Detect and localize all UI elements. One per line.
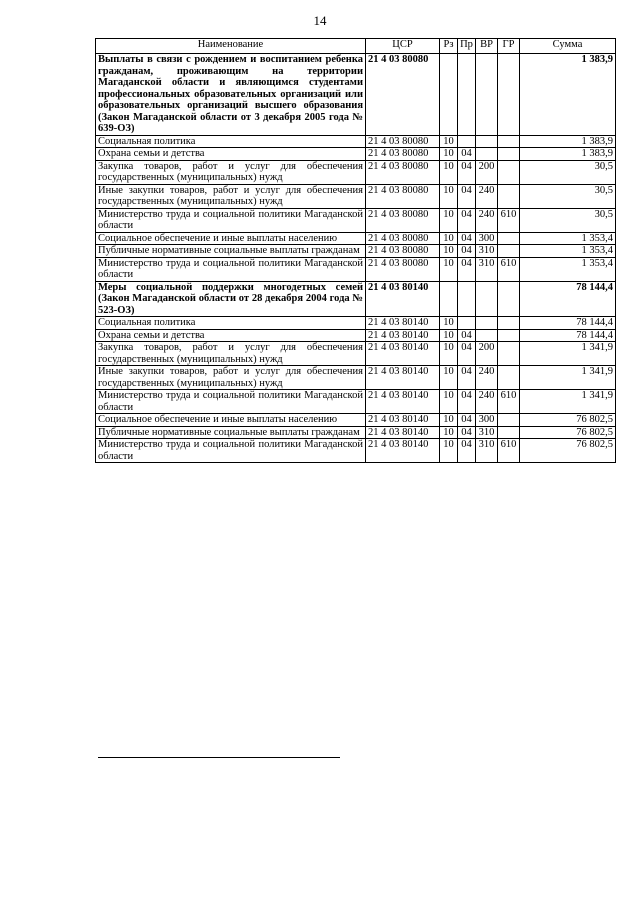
cell-rz [440, 281, 458, 317]
cell-gr [498, 160, 520, 184]
cell-gr: 610 [498, 439, 520, 463]
cell-vr: 300 [476, 232, 498, 245]
table-row [96, 426, 616, 439]
cell-vr [476, 135, 498, 148]
cell-csr: 21 4 03 80140 [366, 342, 440, 366]
cell-pr: 04 [458, 390, 476, 414]
table-row [96, 342, 616, 366]
table-body [96, 54, 616, 463]
cell-vr: 310 [476, 245, 498, 258]
cell-sum: 76 802,5 [520, 414, 616, 427]
cell-vr [476, 281, 498, 317]
cell-gr [498, 329, 520, 342]
cell-rz: 10 [440, 245, 458, 258]
cell-sum: 1 341,9 [520, 366, 616, 390]
header-sum: Сумма [520, 39, 616, 54]
cell-rz: 10 [440, 257, 458, 281]
cell-pr [458, 54, 476, 136]
footnote-separator [98, 757, 340, 758]
cell-rz: 10 [440, 366, 458, 390]
table-row [96, 329, 616, 342]
cell-name: Охрана семьи и детства [96, 329, 366, 342]
cell-vr: 240 [476, 366, 498, 390]
cell-vr: 240 [476, 208, 498, 232]
cell-gr [498, 366, 520, 390]
table-row [96, 160, 616, 184]
cell-pr: 04 [458, 366, 476, 390]
cell-name: Иные закупки товаров, работ и услуг для обеспечения государственных (муниципальных) нужд [96, 366, 366, 390]
cell-name: Министерство труда и социальной политики Магаданской области [96, 208, 366, 232]
cell-sum: 1 353,4 [520, 232, 616, 245]
cell-rz: 10 [440, 329, 458, 342]
cell-csr: 21 4 03 80080 [366, 245, 440, 258]
cell-gr [498, 54, 520, 136]
cell-vr [476, 317, 498, 330]
cell-rz: 10 [440, 439, 458, 463]
cell-gr [498, 317, 520, 330]
cell-rz: 10 [440, 184, 458, 208]
cell-sum: 1 383,9 [520, 148, 616, 161]
cell-sum: 76 802,5 [520, 439, 616, 463]
table-row [96, 54, 616, 136]
cell-sum: 78 144,4 [520, 317, 616, 330]
table-row [96, 208, 616, 232]
table-row [96, 148, 616, 161]
cell-sum: 30,5 [520, 208, 616, 232]
cell-name: Иные закупки товаров, работ и услуг для обеспечения государственных (муниципальных) нужд [96, 184, 366, 208]
table-row [96, 390, 616, 414]
cell-vr: 200 [476, 342, 498, 366]
cell-csr: 21 4 03 80080 [366, 148, 440, 161]
table-row [96, 184, 616, 208]
cell-name: Министерство труда и социальной политики Магаданской области [96, 439, 366, 463]
cell-name: Публичные нормативные социальные выплаты гражданам [96, 245, 366, 258]
cell-rz: 10 [440, 208, 458, 232]
cell-name: Социальное обеспечение и иные выплаты населению [96, 232, 366, 245]
cell-vr: 310 [476, 257, 498, 281]
cell-vr [476, 54, 498, 136]
cell-name: Закупка товаров, работ и услуг для обеспечения государственных (муниципальных) нужд [96, 160, 366, 184]
cell-vr: 310 [476, 426, 498, 439]
cell-pr: 04 [458, 208, 476, 232]
cell-rz: 10 [440, 426, 458, 439]
cell-sum: 30,5 [520, 184, 616, 208]
cell-name: Выплаты в связи с рождением и воспитанием ребенка гражданам, проживающим на территории Магаданской области и являющимся студентами профессиональных образовательных организаций или образовательных организаций высшего образования (Закон Магаданской области от 3 декабря 2005 года № 639-ОЗ) [96, 54, 366, 136]
cell-sum: 1 383,9 [520, 54, 616, 136]
cell-rz: 10 [440, 317, 458, 330]
cell-gr [498, 245, 520, 258]
cell-sum: 1 341,9 [520, 390, 616, 414]
cell-rz: 10 [440, 342, 458, 366]
cell-sum: 30,5 [520, 160, 616, 184]
cell-rz: 10 [440, 390, 458, 414]
cell-csr: 21 4 03 80080 [366, 257, 440, 281]
cell-rz: 10 [440, 414, 458, 427]
cell-pr: 04 [458, 232, 476, 245]
cell-rz [440, 54, 458, 136]
cell-gr [498, 184, 520, 208]
cell-pr: 04 [458, 148, 476, 161]
cell-gr: 610 [498, 390, 520, 414]
cell-vr: 310 [476, 439, 498, 463]
table-row [96, 414, 616, 427]
cell-sum: 1 341,9 [520, 342, 616, 366]
cell-rz: 10 [440, 148, 458, 161]
header-vr: ВР [476, 39, 498, 54]
cell-rz: 10 [440, 232, 458, 245]
table-row [96, 317, 616, 330]
cell-pr [458, 135, 476, 148]
cell-gr [498, 414, 520, 427]
cell-csr: 21 4 03 80140 [366, 281, 440, 317]
cell-pr: 04 [458, 184, 476, 208]
cell-gr [498, 135, 520, 148]
table-row [96, 135, 616, 148]
cell-csr: 21 4 03 80140 [366, 390, 440, 414]
cell-sum: 78 144,4 [520, 329, 616, 342]
header-row [96, 39, 616, 54]
cell-pr: 04 [458, 342, 476, 366]
cell-gr [498, 232, 520, 245]
cell-pr: 04 [458, 245, 476, 258]
cell-pr: 04 [458, 439, 476, 463]
cell-sum: 1 383,9 [520, 135, 616, 148]
cell-name: Социальное обеспечение и иные выплаты населению [96, 414, 366, 427]
cell-gr [498, 342, 520, 366]
cell-pr: 04 [458, 160, 476, 184]
cell-sum: 1 353,4 [520, 245, 616, 258]
cell-csr: 21 4 03 80080 [366, 54, 440, 136]
table-row [96, 439, 616, 463]
cell-gr: 610 [498, 208, 520, 232]
cell-csr: 21 4 03 80080 [366, 135, 440, 148]
cell-name: Закупка товаров, работ и услуг для обеспечения государственных (муниципальных) нужд [96, 342, 366, 366]
cell-pr [458, 281, 476, 317]
table-row [96, 281, 616, 317]
cell-sum: 76 802,5 [520, 426, 616, 439]
page-number: 14 [313, 13, 327, 28]
cell-csr: 21 4 03 80140 [366, 366, 440, 390]
cell-csr: 21 4 03 80080 [366, 160, 440, 184]
cell-name: Министерство труда и социальной политики Магаданской области [96, 257, 366, 281]
budget-table [95, 38, 616, 463]
cell-name: Публичные нормативные социальные выплаты гражданам [96, 426, 366, 439]
cell-pr: 04 [458, 329, 476, 342]
cell-vr [476, 329, 498, 342]
cell-sum: 78 144,4 [520, 281, 616, 317]
cell-gr [498, 148, 520, 161]
header-rz: Рз [440, 39, 458, 54]
header-csr: ЦСР [366, 39, 440, 54]
cell-vr: 300 [476, 414, 498, 427]
cell-pr [458, 317, 476, 330]
cell-gr: 610 [498, 257, 520, 281]
cell-vr [476, 148, 498, 161]
cell-csr: 21 4 03 80080 [366, 232, 440, 245]
table-row [96, 257, 616, 281]
cell-gr [498, 281, 520, 317]
cell-vr: 200 [476, 160, 498, 184]
cell-sum: 1 353,4 [520, 257, 616, 281]
cell-rz: 10 [440, 160, 458, 184]
header-gr: ГР [498, 39, 520, 54]
cell-csr: 21 4 03 80140 [366, 426, 440, 439]
cell-csr: 21 4 03 80140 [366, 439, 440, 463]
cell-pr: 04 [458, 426, 476, 439]
table-row [96, 366, 616, 390]
cell-gr [498, 426, 520, 439]
cell-pr: 04 [458, 414, 476, 427]
cell-csr: 21 4 03 80080 [366, 184, 440, 208]
cell-name: Социальная политика [96, 317, 366, 330]
table-row [96, 245, 616, 258]
cell-name: Охрана семьи и детства [96, 148, 366, 161]
cell-csr: 21 4 03 80140 [366, 329, 440, 342]
header-pr: Пр [458, 39, 476, 54]
cell-vr: 240 [476, 184, 498, 208]
cell-vr: 240 [476, 390, 498, 414]
table-row [96, 232, 616, 245]
cell-name: Министерство труда и социальной политики Магаданской области [96, 390, 366, 414]
header-name: Наименование [96, 39, 366, 54]
cell-pr: 04 [458, 257, 476, 281]
cell-name: Меры социальной поддержки многодетных семей (Закон Магаданской области от 28 декабря 2004 года № 523-ОЗ) [96, 281, 366, 317]
cell-csr: 21 4 03 80140 [366, 317, 440, 330]
cell-name: Социальная политика [96, 135, 366, 148]
cell-csr: 21 4 03 80140 [366, 414, 440, 427]
cell-rz: 10 [440, 135, 458, 148]
cell-csr: 21 4 03 80080 [366, 208, 440, 232]
